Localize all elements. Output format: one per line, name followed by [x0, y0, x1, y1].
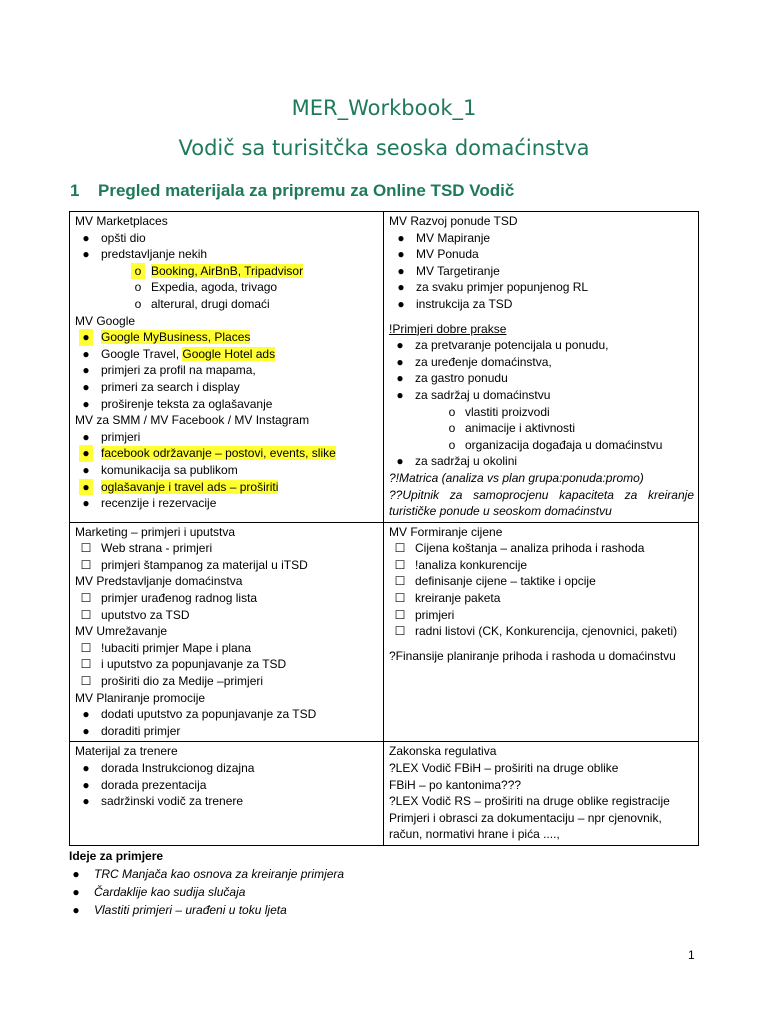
list-item: [389, 387, 694, 404]
bullet-icon: ●: [72, 885, 80, 899]
list-item-text: i uputstvo za popunjavanje za TSD: [101, 657, 287, 672]
text-line: Primjeri i obrasci za dokumentaciju – npr cjenovnik, račun, normativi hrane i pića ....,: [389, 810, 662, 842]
list-item-text: alterural, drugi domaći: [151, 296, 270, 311]
cell-subheading: MV Predstavljanje domaćinstva: [75, 574, 243, 589]
checkbox-icon: ☐: [80, 541, 92, 556]
cell-heading: Marketing – primjeri i uputstva: [75, 524, 236, 539]
list-item-text: MV Targetiranje: [416, 263, 500, 278]
section-heading: [70, 181, 514, 201]
bullet-icon: ●: [82, 794, 90, 809]
list-item-text: primjeri za profil na mapama,: [101, 363, 256, 378]
list-item: [75, 462, 379, 479]
bullet-icon: ●: [82, 707, 90, 722]
circle-bullet-icon: o: [134, 296, 142, 311]
sub-list-item: [389, 404, 694, 421]
list-item: [75, 777, 379, 794]
list-item-text: primjeri: [101, 429, 141, 444]
circle-bullet-icon: o: [131, 263, 145, 280]
spacer: [389, 313, 694, 321]
bullet-icon: ●: [396, 387, 404, 402]
list-item-text: proširenje teksta za oglašavanje: [101, 396, 273, 411]
list-item: [75, 673, 379, 690]
ideas-section: [69, 847, 699, 919]
list-item-text: vlastiti proizvodi: [465, 404, 550, 419]
bullet-icon: ●: [82, 396, 90, 411]
list-item-text: recenzije i rezervacije: [101, 496, 217, 511]
list-item: [389, 540, 694, 557]
bullet-icon: ●: [72, 867, 80, 881]
cell-heading: Materijal za trenere: [75, 744, 178, 759]
list-item-text: primjeri štampanog za materijal u iTSD: [101, 557, 308, 572]
cell-subheading: MV Umrežavanje: [75, 624, 168, 639]
checkbox-icon: ☐: [394, 574, 406, 589]
list-item: [389, 296, 694, 313]
sub-list-item: [75, 296, 379, 313]
list-item: [75, 396, 379, 413]
checkbox-icon: ☐: [394, 557, 406, 572]
list-item: [75, 362, 379, 379]
list-item: [75, 590, 379, 607]
bullet-icon: ●: [82, 379, 90, 394]
list-item-text: dorada prezentacija: [101, 777, 207, 792]
list-item: [75, 540, 379, 557]
list-item-text: MV Ponuda: [416, 247, 479, 262]
bullet-icon: ●: [79, 479, 93, 496]
sub-list-item: [75, 263, 379, 280]
list-item: [389, 263, 694, 280]
list-item-text: animacije i aktivnosti: [465, 421, 576, 436]
section-number: 1: [70, 181, 80, 200]
list-item: [389, 573, 694, 590]
bullet-icon: ●: [79, 329, 93, 346]
bullet-icon: ●: [82, 363, 90, 378]
list-item-text: oglašavanje i travel ads – proširiti: [101, 479, 279, 494]
list-item: [69, 883, 699, 901]
cell-subheading: MV Planiranje promocije: [75, 690, 206, 705]
list-item: [75, 445, 379, 462]
cell-mv-marketplaces: [70, 212, 384, 523]
list-item: [75, 723, 379, 740]
list-item-text: TRC Manjača kao osnova za kreiranje primjera: [94, 867, 345, 881]
cell-treneri: [70, 742, 384, 846]
bullet-icon: ●: [396, 371, 404, 386]
list-item-text: Booking, AirBnB, Tripadvisor: [151, 263, 304, 278]
list-item-text: facebook održavanje – postovi, events, slike: [101, 446, 336, 461]
list-item-text: za svaku primjer popunjenog RL: [416, 280, 589, 295]
sub-list-item: [75, 279, 379, 296]
cell-heading: Zakonska regulativa: [389, 744, 497, 759]
list-item: [69, 865, 699, 883]
cell-subheading: MV Google: [75, 313, 136, 328]
list-item-text: komunikacija sa publikom: [101, 462, 238, 477]
bullet-icon: ●: [82, 230, 90, 245]
list-item-text: opšti dio: [101, 230, 146, 245]
list-item: [75, 246, 379, 263]
list-item: [389, 590, 694, 607]
cell-mv-razvoj: [384, 212, 699, 523]
list-item-text: Web strana - primjeri: [101, 541, 213, 556]
list-item: [75, 557, 379, 574]
bullet-icon: ●: [396, 454, 404, 469]
list-item-text: radni listovi (CK, Konkurencija, cjenovnici, paketi): [415, 624, 678, 639]
bullet-icon: ●: [72, 903, 80, 917]
list-item-text: Vlastiti primjeri – urađeni u toku ljeta: [94, 903, 287, 917]
list-item: [389, 279, 694, 296]
list-item: [75, 760, 379, 777]
list-item-text: za pretvaranje potencijala u ponudu,: [415, 338, 609, 353]
text-line: ?LEX Vodič FBiH – proširiti na druge oblike: [389, 761, 619, 775]
note-text: ?!Matrica (analiza vs plan grupa:ponuda:promo): [389, 470, 644, 485]
list-item: [75, 640, 379, 657]
list-item: [75, 379, 379, 396]
list-item-text: Google Travel,: [101, 346, 183, 361]
text-line: FBiH – po kantonima???: [389, 777, 522, 792]
list-item-text: Expedia, agoda, trivago: [151, 280, 278, 295]
list-item-text: sadržinski vodič za trenere: [101, 794, 244, 809]
cell-heading: MV Marketplaces: [75, 214, 168, 228]
bullet-icon: ●: [396, 338, 404, 353]
list-item: [389, 607, 694, 624]
list-item: [389, 453, 694, 470]
list-item-text: dodati uputstvo za popunjavanje za TSD: [101, 707, 317, 722]
cell-cijene: [384, 522, 699, 742]
table-row: [70, 522, 699, 742]
checkbox-icon: ☐: [394, 624, 406, 639]
list-item: [389, 623, 694, 640]
checkbox-icon: ☐: [80, 640, 92, 655]
list-item-text: proširiti dio za Medije –primjeri: [101, 674, 264, 689]
cell-subheading: !Primjeri dobre prakse: [389, 321, 507, 336]
list-item-text: Čardaklije kao sudija slučaja: [94, 885, 246, 899]
list-item-text: Google MyBusiness, Places: [101, 330, 251, 345]
checkbox-icon: ☐: [80, 657, 92, 672]
bullet-icon: ●: [397, 280, 405, 295]
list-item-text: organizacija događaja u domaćinstvu: [465, 437, 663, 452]
list-item: [75, 495, 379, 512]
table-row: [70, 742, 699, 846]
section-title: Pregled materijala za pripremu za Online TSD Vodič: [98, 181, 515, 200]
sub-list-item: [389, 437, 694, 454]
circle-bullet-icon: o: [448, 437, 456, 452]
circle-bullet-icon: o: [448, 404, 456, 419]
checkbox-icon: ☐: [394, 541, 406, 556]
list-item: [69, 901, 699, 919]
note-text: ??Upitnik za samoprocjenu kapaciteta za kreiranje turističke ponude u seoskom domaćinstvu: [389, 487, 694, 519]
list-item-text: za gastro ponudu: [415, 371, 508, 386]
cell-zakon: [384, 742, 699, 846]
list-item: [75, 656, 379, 673]
list-item-text: doraditi primjer: [101, 723, 181, 738]
list-item: [75, 479, 379, 496]
cell-heading: MV Formiranje cijene: [389, 524, 503, 539]
ideas-heading: Ideje za primjere: [69, 849, 164, 863]
materials-table: [69, 211, 699, 846]
list-item: [75, 793, 379, 810]
bullet-icon: ●: [82, 346, 90, 361]
list-item: [75, 230, 379, 247]
checkbox-icon: ☐: [80, 674, 92, 689]
list-item-text: kreiranje paketa: [415, 591, 501, 606]
bullet-icon: ●: [82, 462, 90, 477]
list-item-text: dorada Instrukcionog dizajna: [101, 761, 255, 775]
cell-marketing: [70, 522, 384, 742]
list-item-text: MV Mapiranje: [416, 230, 491, 245]
table-row: [70, 212, 699, 523]
list-item: [75, 329, 379, 346]
bullet-icon: ●: [396, 354, 404, 369]
list-item-text: uputstvo za TSD: [101, 607, 190, 622]
checkbox-icon: ☐: [80, 557, 92, 572]
cell-subheading: MV za SMM / MV Facebook / MV Instagram: [75, 413, 310, 428]
list-item-text: instrukcija za TSD: [416, 296, 513, 311]
list-item: [75, 429, 379, 446]
checkbox-icon: ☐: [80, 591, 92, 606]
page-number: 1: [688, 948, 695, 962]
list-item-text: primjer urađenog radnog lista: [101, 591, 258, 606]
list-item: [75, 346, 379, 363]
list-item-text: !analiza konkurencije: [415, 557, 528, 572]
list-item: [389, 557, 694, 574]
list-item-text: Cijena koštanja – analiza prihoda i rashoda: [415, 541, 645, 556]
checkbox-icon: ☐: [394, 591, 406, 606]
bullet-icon: ●: [82, 723, 90, 738]
list-item: [389, 354, 694, 371]
bullet-icon: ●: [82, 247, 90, 262]
bullet-icon: ●: [397, 263, 405, 278]
checkbox-icon: ☐: [80, 607, 92, 622]
sub-list-item: [389, 420, 694, 437]
list-item-text: primjeri: [415, 607, 455, 622]
list-item-text: !ubaciti primjer Mape i plana: [101, 640, 252, 655]
circle-bullet-icon: o: [134, 280, 142, 295]
bullet-icon: ●: [82, 777, 90, 792]
cell-heading: MV Razvoj ponude TSD: [389, 214, 518, 228]
bullet-icon: ●: [79, 445, 93, 462]
list-item-text: predstavljanje nekih: [101, 247, 208, 262]
note-text: ?Finansije planiranje prihoda i rashoda u domaćinstvu: [389, 648, 676, 663]
list-item-text: za sadržaj u okolini: [415, 454, 518, 469]
list-item: [75, 607, 379, 624]
checkbox-icon: ☐: [394, 607, 406, 622]
bullet-icon: ●: [82, 761, 90, 775]
bullet-icon: ●: [397, 296, 405, 311]
list-item: [75, 706, 379, 723]
spacer: [389, 640, 694, 648]
list-item-text: za uređenje domaćinstva,: [415, 354, 552, 369]
list-item: [389, 246, 694, 263]
bullet-icon: ●: [82, 429, 90, 444]
circle-bullet-icon: o: [448, 421, 456, 436]
list-item-text: za sadržaj u domaćinstvu: [415, 387, 551, 402]
bullet-icon: ●: [397, 247, 405, 262]
highlighted-text: Google Hotel ads: [182, 346, 276, 361]
bullet-icon: ●: [397, 230, 405, 245]
document-subtitle: Vodič sa turisitčka seoska domaćinstva: [178, 136, 590, 160]
list-item-text: definisanje cijene – taktike i opcije: [415, 574, 596, 589]
list-item: [389, 370, 694, 387]
list-item: [389, 230, 694, 247]
document-title: MER_Workbook_1: [291, 96, 477, 120]
list-item: [389, 337, 694, 354]
text-line: ?LEX Vodič RS – proširiti na druge oblike registracije: [389, 794, 670, 809]
bullet-icon: ●: [82, 496, 90, 511]
list-item-text: primeri za search i display: [101, 379, 240, 394]
